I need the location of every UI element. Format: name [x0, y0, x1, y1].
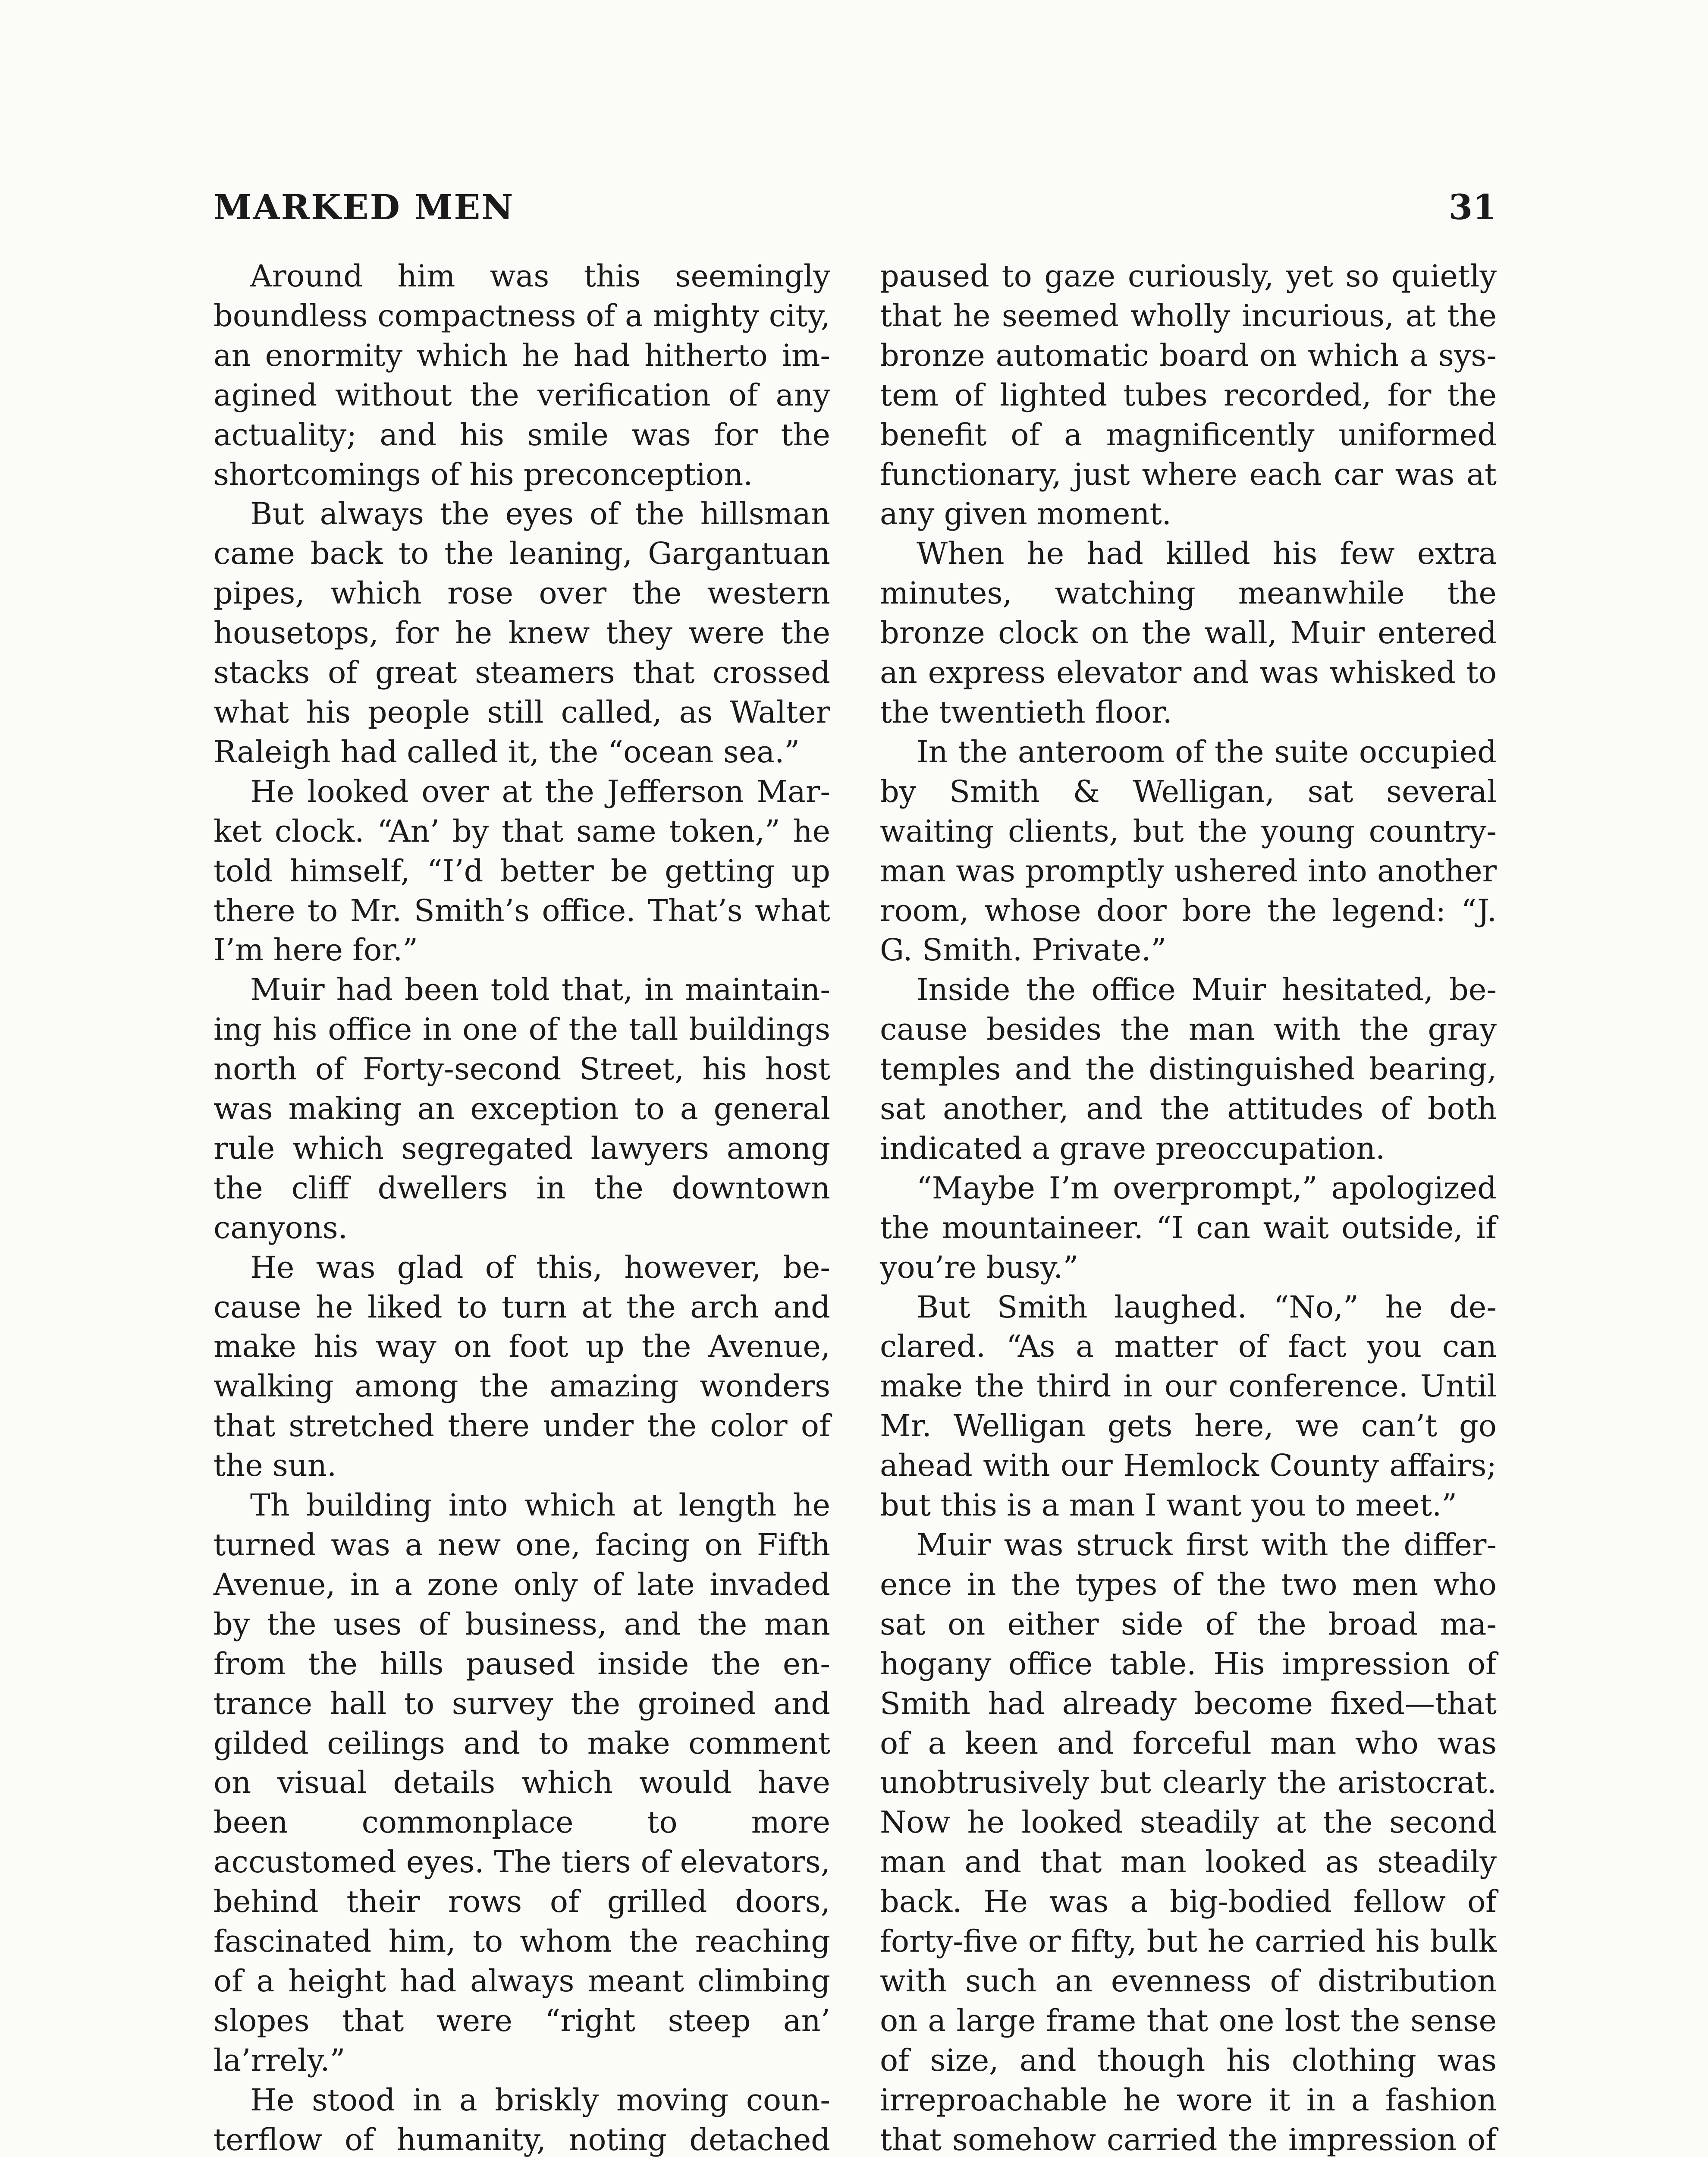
paragraph: “Maybe I’m overprompt,” apologized the mountaineer. “I can wait outside, if you’re busy.” — [880, 1170, 1497, 1285]
page-header — [214, 181, 1497, 233]
right-column — [880, 257, 1497, 2157]
paragraph: Muir was struck first with the difference in the types of the two men who sat on either side of the broad mahogany office table. His impression of Smith had already become fixed—that of a keen and forceful man who was unobtrusively but clearly the aristocrat. Now he looked steadily at the second man and that man looked as steadily back. He was a big-bodied fellow of forty-five or fifty, but he carried his bulk with such an evenness of distribution on a large frame that one lost the sense of size, and though his clothing was irreproachable he wore it in a fashion that somehow carried the impression of — [880, 1527, 1497, 2157]
paragraph: Th building into which at length he turned was a new one, facing on Fifth Avenue, in a zone only of late invaded by the uses of business, and the man from the hills paused inside the entrance hall to survey the groined and gilded ceilings and to make comment on visual details which would have been commonplace to more accustomed eyes. The tiers of elevators, behind their rows of grilled doors, fascinated him, to whom the reaching of a height had always meant climbing slopes that were “right steep an’ la’rrely.” — [214, 1487, 830, 2078]
paragraph: In the anteroom of the suite occupied by Smith & Welligan, sat several waiting clients, but the young countryman was promptly ushered into another room, whose door bore the legend: “J. G. Smith. Private.” — [880, 734, 1497, 968]
paragraph: He stood in a briskly moving counterflow of humanity, noting detached — [214, 2082, 830, 2157]
paragraph: He looked over at the Jefferson Market clock. “An’ by that same token,” he told himself, “I’d better be getting up there to Mr. Smith’s office. That’s what I’m here for.” — [214, 774, 830, 968]
paragraph-continued: paused to gaze curiously, yet so quietly that he seemed wholly incurious, at the bronze automatic board on which a system of lighted tubes recorded, for the benefit of a magnificently uniformed functionary, just where each car was at any given moment. — [880, 258, 1497, 532]
paragraph: Around him was this seemingly boundless compactness of a mighty city, an enormity which he had hitherto imagined without the verification of any actuality; and his smile was for the shortcomings of his preconception. — [214, 258, 830, 492]
paragraph: Muir had been told that, in maintaining his office in one of the tall buildings north of Forty-second Street, his host was making an exception to a general rule which segregated lawyers among the cliff dwellers in the downtown canyons. — [214, 972, 830, 1245]
running-title: MARKED MEN — [214, 187, 515, 227]
page-number: 31 — [1448, 187, 1497, 227]
paragraph: He was glad of this, however, because he liked to turn at the arch and make his way on foot up the Avenue, walking among the amazing wonders that stretched there under the color of the sun. — [214, 1249, 830, 1484]
left-column — [214, 257, 830, 2157]
paragraph: When he had killed his few extra minutes, watching meanwhile the bronze clock on the wall, Muir entered an express elevator and was whisked to the twentieth floor. — [880, 536, 1497, 730]
paragraph: But always the eyes of the hillsman came back to the leaning, Gargantuan pipes, which rose over the western housetops, for he knew they were the stacks of great steamers that crossed what his people still called, as Walter Raleigh had called it, the “ocean sea.” — [214, 496, 830, 770]
paragraph: Inside the office Muir hesitated, because besides the man with the gray temples and the distinguished bearing, sat another, and the attitudes of both indicated a grave preoccupation. — [880, 972, 1497, 1166]
paragraph: But Smith laughed. “No,” he declared. “As a matter of fact you can make the third in our conference. Until Mr. Welligan gets here, we can’t go ahead with our Hemlock County affairs; but this is a man I want you to meet.” — [880, 1289, 1497, 1523]
